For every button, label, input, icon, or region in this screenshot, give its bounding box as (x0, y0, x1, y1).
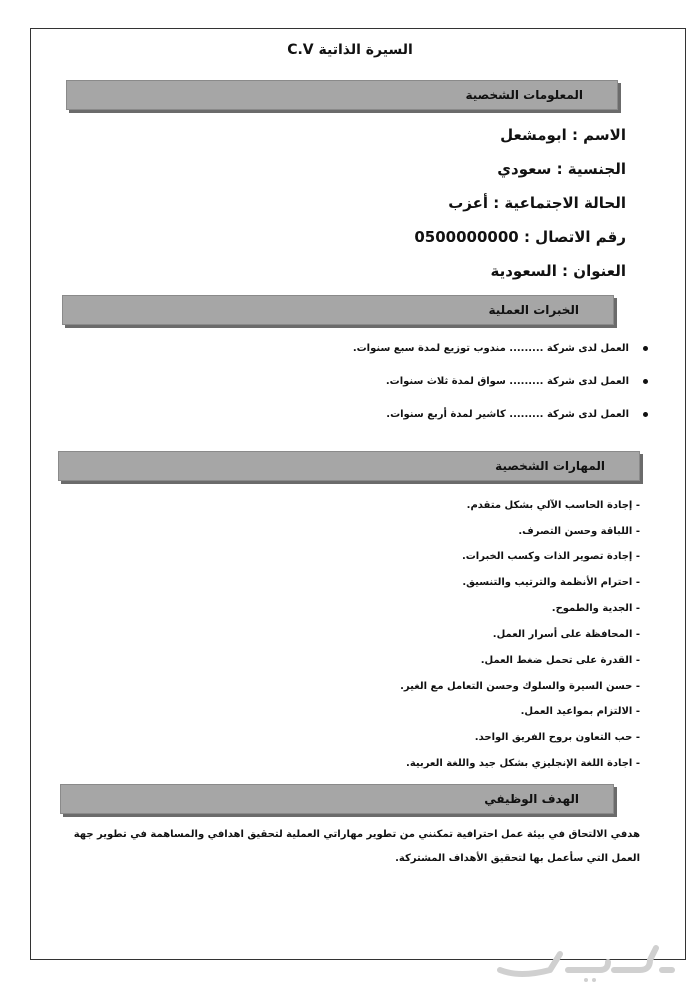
section-experience (62, 295, 614, 325)
skill-item: - إجادة تصوير الذات وكسب الخبرات. (461, 551, 640, 562)
skill-item: - اللباقة وحسن التصرف. (518, 526, 640, 537)
experience-item (353, 343, 648, 354)
skill-item: - المحافظة على أسرار العمل. (492, 629, 640, 640)
section-experience-label: الخبرات العملية (488, 303, 579, 317)
bullet-icon (643, 412, 648, 417)
skill-item: - حسن السيرة والسلوك وحسن التعامل مع الغير. (400, 681, 640, 692)
skill-item: - احترام الأنظمة والترتيب والتنسيق. (462, 577, 640, 588)
experience-item-text: العمل لدى شركة ......... سواق لمدة ثلاث سنوات. (385, 376, 629, 387)
experience-item (386, 376, 648, 387)
section-objective-label: الهدف الوظيفي (484, 792, 579, 806)
section-skills-label: المهارات الشخصية (495, 459, 605, 473)
section-skills (58, 451, 640, 481)
page-title: السيرة الذاتية C.V (287, 42, 413, 58)
personal-address: العنوان : السعودية (490, 262, 626, 280)
skill-item: - اجادة اللغة الإنجليزي بشكل جيد واللغة العربية. (406, 758, 640, 769)
section-personal-info-label: المعلومات الشخصية (465, 88, 583, 102)
skill-item: - حب التعاون بروح الفريق الواحد. (474, 732, 640, 743)
bullet-icon (643, 379, 648, 384)
section-objective (60, 784, 614, 814)
bullet-icon (643, 346, 648, 351)
personal-marital-status: الحالة الاجتماعية : أعزب (448, 194, 626, 212)
personal-phone: رقم الاتصال : 0500000000 (414, 228, 626, 246)
objective-text: هدفي الالتحاق في بيئة عمل احترافية تمكنني من تطوير مهاراتي العملية لتحقيق اهدافي والمساهمة في تطوير جهة العمل التي سأعمل بها لتحقيق الأهداف المشتركة. (73, 829, 640, 864)
personal-name: الاسم : ابومشعل (500, 126, 626, 144)
skill-item: - الالتزام بمواعيد العمل. (520, 706, 640, 717)
section-personal-info (66, 80, 618, 110)
skill-item: - إجادة الحاسب الآلي بشكل متقدم. (466, 500, 640, 511)
experience-item-text: العمل لدى شركة ......... مندوب توزيع لمدة سبع سنوات. (352, 343, 629, 354)
personal-nationality: الجنسية : سعودي (497, 160, 626, 178)
skill-item: - القدرة على تحمل ضغط العمل. (480, 655, 640, 666)
experience-item (386, 409, 648, 420)
haraj-watermark-logo (490, 940, 680, 982)
experience-item-text: العمل لدى شركة ......... كاشير لمدة أربع سنوات. (386, 409, 629, 420)
skill-item: - الجدية والطموح. (551, 603, 640, 614)
